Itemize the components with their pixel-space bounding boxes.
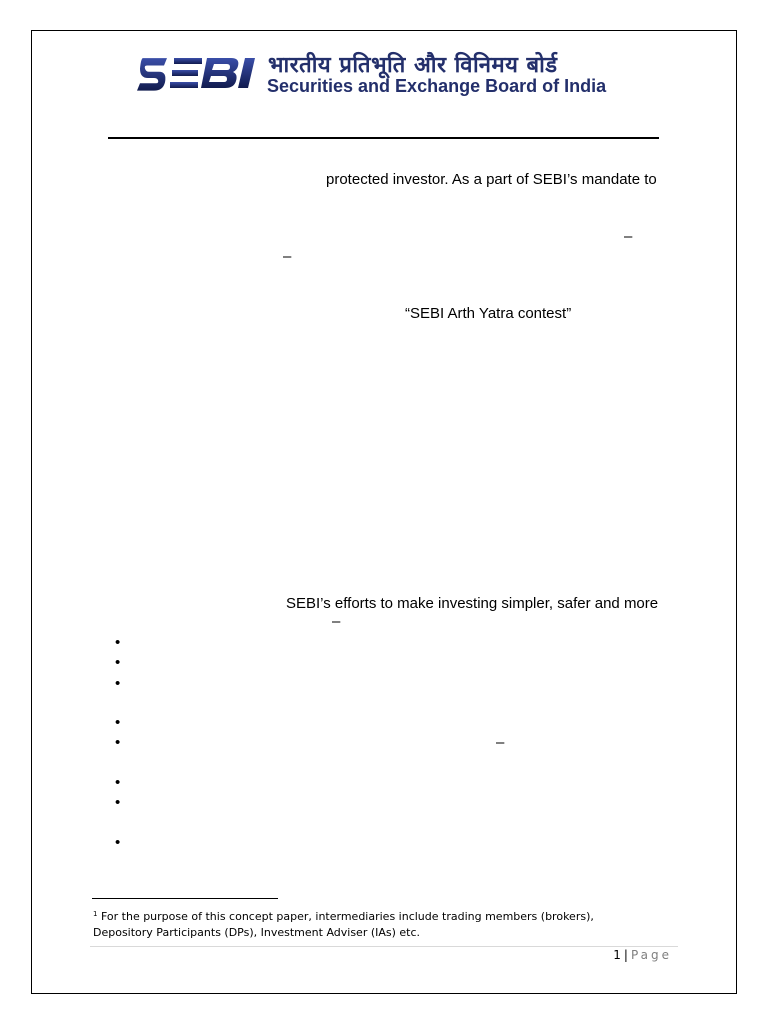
page-label: Page bbox=[630, 948, 672, 962]
en-dash: – bbox=[283, 248, 292, 265]
bullet-point: • bbox=[115, 654, 121, 671]
sebi-logo bbox=[137, 50, 259, 96]
page-footer bbox=[600, 948, 672, 962]
page-number: 1 bbox=[613, 948, 621, 962]
footer-separator: | bbox=[623, 948, 628, 962]
footnote bbox=[93, 906, 653, 941]
bullet-point: • bbox=[115, 794, 121, 811]
bullet-point: • bbox=[115, 774, 121, 791]
contest-name: “SEBI Arth Yatra contest” bbox=[405, 305, 572, 322]
bullet-point: • bbox=[115, 675, 121, 692]
bullet-point: • bbox=[115, 834, 121, 851]
body-text-line: protected investor. As a part of SEBI’s mandate to bbox=[326, 171, 657, 188]
header-english-title: Securities and Exchange Board of India bbox=[267, 76, 607, 96]
footer-divider bbox=[90, 946, 678, 947]
en-dash: – bbox=[496, 734, 505, 751]
en-dash: – bbox=[332, 613, 341, 630]
body-text-line: SEBI’s efforts to make investing simpler, safer and more bbox=[286, 595, 659, 612]
footnote-separator bbox=[92, 898, 278, 899]
footnote-marker: 1 bbox=[93, 910, 98, 918]
bullet-point: • bbox=[115, 734, 121, 751]
bullet-point: • bbox=[115, 714, 121, 731]
bullet-point: • bbox=[115, 634, 121, 651]
header-hindi-title: भारतीय प्रतिभूति और विनिमय बोर्ड bbox=[268, 53, 558, 78]
header-divider bbox=[108, 137, 659, 139]
en-dash: – bbox=[624, 228, 633, 245]
footnote-text: For the purpose of this concept paper, intermediaries include trading members (brokers), Depository Participants (DPs), Investment Adviser (IAs) etc. bbox=[93, 910, 594, 939]
